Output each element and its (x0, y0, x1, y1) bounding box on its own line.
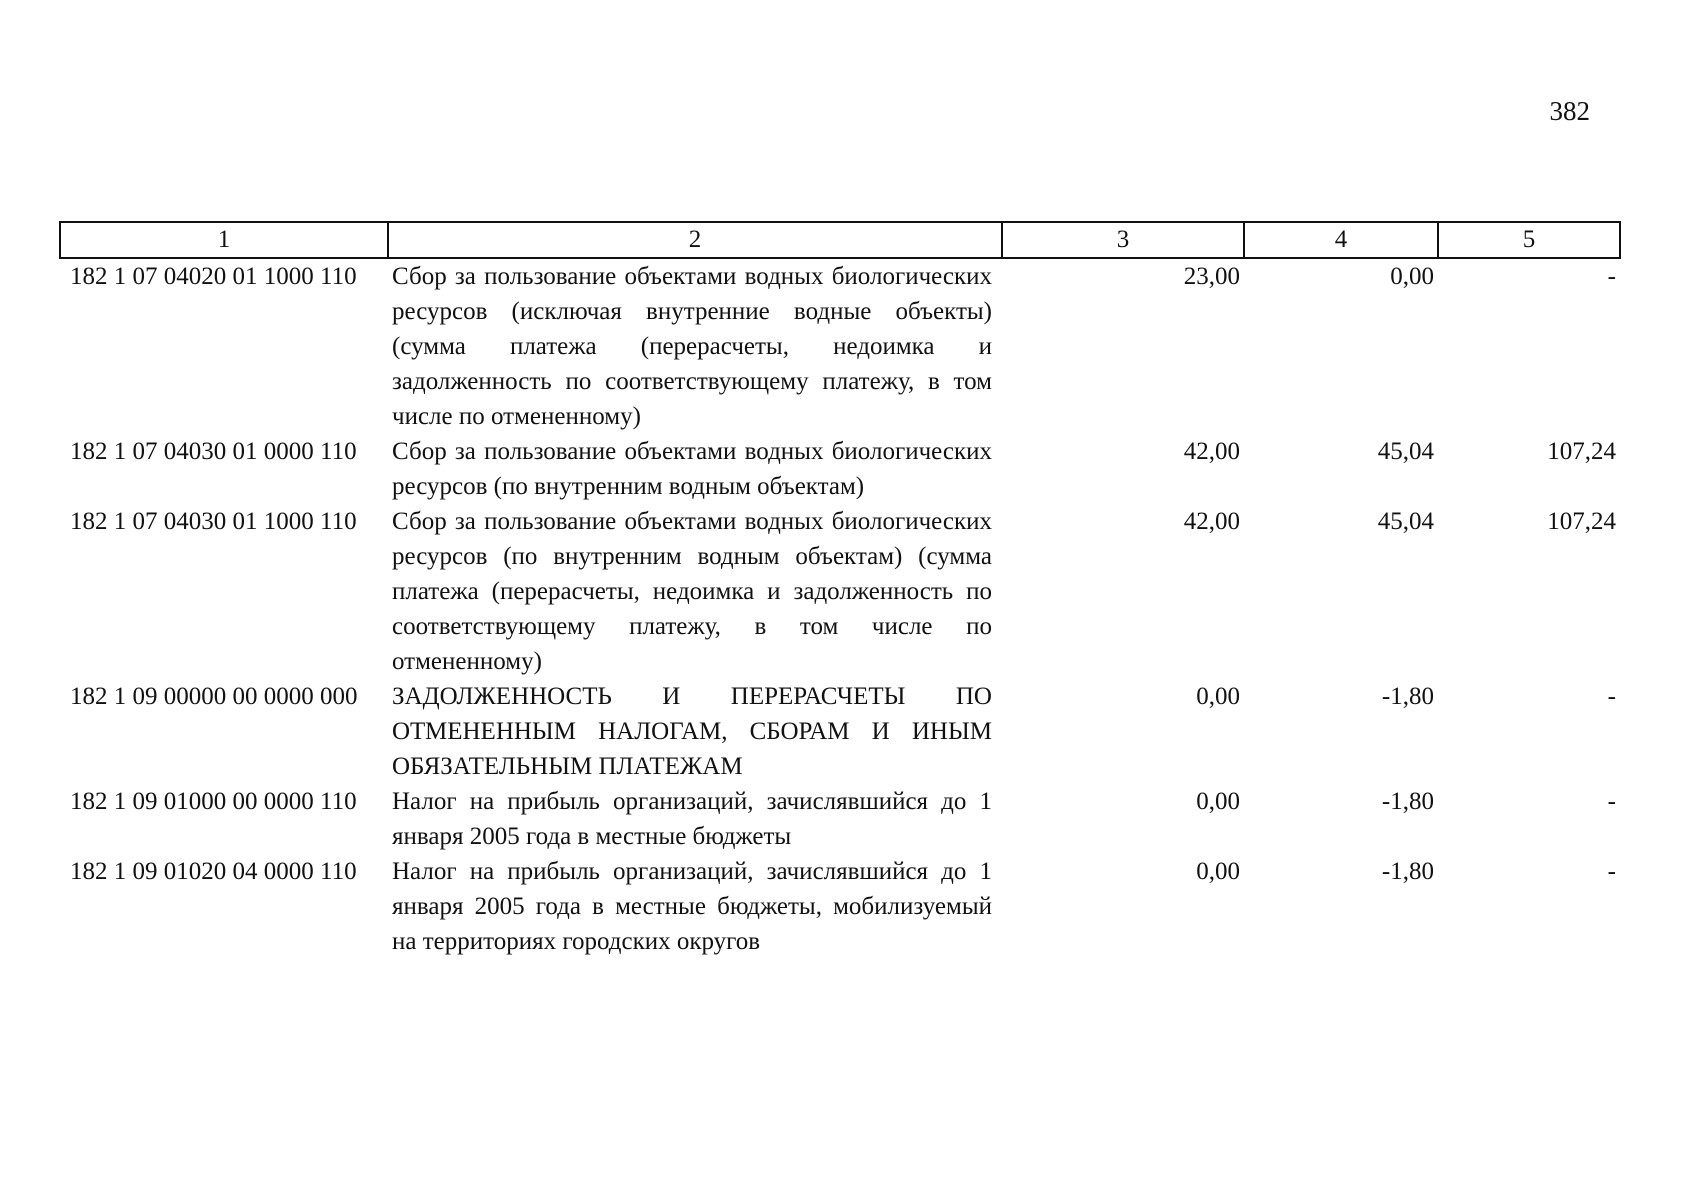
row-description: Сбор за пользование объектами водных биологических ресурсов (по внутренним водным объектам) (сумма платежа (перерасчеты, недоимка и задолженность по соответствующему платежу, в том числе по отмененному) (392, 508, 992, 675)
row-code: 182 1 09 01000 00 0000 110 (70, 788, 357, 815)
row-description: ЗАДОЛЖЕННОСТЬ И ПЕРЕРАСЧЕТЫ ПО ОТМЕНЕННЫМ НАЛОГАМ, СБОРАМ И ИНЫМ ОБЯЗАТЕЛЬНЫМ ПЛАТЕЖАМ (392, 683, 992, 780)
row-col5: - (1607, 263, 1616, 290)
header-col-4: 4 (1244, 222, 1438, 258)
header-row (60, 222, 1620, 258)
row-col4: -1,80 (1381, 683, 1434, 710)
header-col-2: 2 (388, 222, 1002, 258)
table-header (60, 222, 1620, 258)
table-row (60, 784, 1620, 854)
row-col5: 107,24 (1547, 438, 1616, 465)
row-code: 182 1 07 04020 01 1000 110 (70, 263, 357, 290)
row-description: Налог на прибыль организаций, зачислявшийся до 1 января 2005 года в местные бюджеты (392, 788, 992, 850)
row-code: 182 1 09 01020 04 0000 110 (70, 858, 357, 885)
row-col5: - (1607, 788, 1616, 815)
row-description: Сбор за пользование объектами водных биологических ресурсов (по внутренним водным объектам) (392, 438, 992, 500)
budget-table-container (59, 221, 1619, 959)
row-col5: - (1607, 858, 1616, 885)
row-col3: 42,00 (1183, 508, 1240, 535)
budget-table (59, 221, 1621, 959)
row-col5: 107,24 (1547, 508, 1616, 535)
row-code: 182 1 07 04030 01 0000 110 (70, 438, 357, 465)
header-col-3: 3 (1002, 222, 1244, 258)
row-col4: -1,80 (1381, 788, 1434, 815)
table-row (60, 258, 1620, 434)
row-col4: 0,00 (1390, 263, 1434, 290)
table-body (60, 258, 1620, 959)
row-col3: 0,00 (1196, 788, 1240, 815)
table-row (60, 854, 1620, 959)
row-description: Налог на прибыль организаций, зачислявшийся до 1 января 2005 года в местные бюджеты, мобилизуемый на территориях городских округов (392, 858, 992, 955)
table-row (60, 679, 1620, 784)
row-code: 182 1 07 04030 01 1000 110 (70, 508, 357, 535)
row-code: 182 1 09 00000 00 0000 000 (70, 683, 358, 710)
table-row (60, 434, 1620, 504)
row-col3: 42,00 (1183, 438, 1240, 465)
row-description: Сбор за пользование объектами водных биологических ресурсов (исключая внутренние водные объекты) (сумма платежа (перерасчеты, недоимка и задолженность по соответствующему платежу, в том числе по отмененному) (392, 263, 992, 430)
row-col4: 45,04 (1377, 508, 1434, 535)
row-col4: -1,80 (1381, 858, 1434, 885)
table-row (60, 504, 1620, 679)
row-col3: 0,00 (1196, 683, 1240, 710)
header-col-1: 1 (60, 222, 388, 258)
header-col-5: 5 (1438, 222, 1620, 258)
row-col5: - (1607, 683, 1616, 710)
page-number: 382 (1549, 96, 1590, 126)
row-col4: 45,04 (1377, 438, 1434, 465)
row-col3: 23,00 (1183, 263, 1240, 290)
row-col3: 0,00 (1196, 858, 1240, 885)
